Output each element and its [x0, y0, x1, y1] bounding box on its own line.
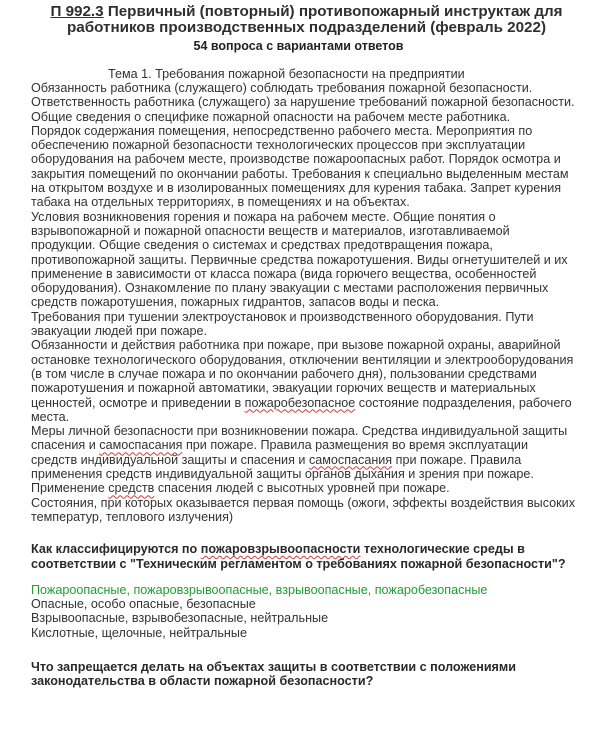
paragraph-duties: Обязанность работника (служащего) соблюдать требования пожарной безопасности. Ответственность работника (служащего) за нарушение требований пожарной безопасности. Общие сведения о специфике пожарной опасности на рабочем месте работника. — [31, 81, 575, 124]
answer-option: Взрывоопасные, взрывобезопасные, нейтральные — [31, 611, 329, 626]
title-line1: Первичный (повторный) противопожарный инструктаж для — [103, 3, 563, 20]
paragraph-personal-safety — [31, 424, 577, 495]
title-code: П 992.3 — [50, 3, 104, 20]
spellcheck-word: пожаровзрывоопасности — [200, 542, 361, 557]
paragraph-fire-conditions: Условия возникновения горения и пожара на рабочем месте. Общие понятия о взрывопожарной и пожарной опасности веществ и материалов, изготавливаемой продукции. Общие сведения о системах и средствах предотвращения пожара, противопожарной защиты. Первичные средства пожаротушения. Виды огнетушителей и их применение в зависимости от класса пожара (вида горючего вещества, особенностей оборудования). Ознакомление по плану эвакуации с местами расположения первичных средств пожаротушения, пожарных гидрантов, запасов воды и песка. — [31, 209, 568, 310]
answer-option-correct: Пожароопасные, пожаровзрывоопасные, взрывоопасные, пожаробезопасные — [31, 582, 488, 597]
worker-actions-text-1: Обязанности и действия работника при пожаре, при вызове пожарной охраны, аварийной остановке технологического оборудования, отключении вентиляции и электрооборудования (в том числе в случае пожара и по окончании рабочего дня), пользовании средствами пожаротушения и пожарной автоматики, эвакуации горючих веществ и материальных ценностей, осмотре и приведении в — [31, 338, 574, 410]
question-1 — [0, 542, 597, 571]
spellcheck-word: пожаробезопасное — [244, 395, 356, 410]
question-1-text-1: Как классифицируются по — [31, 542, 201, 557]
paragraph-first-aid: Состояния, при которых оказывается первая помощь (ожоги, эффекты воздействия высоких температур, теплового излучения) — [31, 495, 576, 524]
answer-list — [0, 583, 597, 640]
spellcheck-word: самоспасания — [99, 438, 183, 453]
personal-safety-text-1: Меры личной безопасности при возникновении пожара. Средства индивидуальной защиты спасения и — [31, 424, 568, 453]
paragraph-worker-actions — [31, 338, 577, 424]
answer-option: Кислотные, щелочные, нейтральные — [31, 625, 247, 640]
spellcheck-word: самоспасания — [308, 452, 393, 467]
personal-safety-text-4: спасения людей с высотных уровней при пожаре. — [154, 481, 450, 496]
worker-actions-text-2: состояние подразделения, рабочего места. — [31, 395, 572, 424]
question-1-text-2: технологические среды в соответствии с "Техническим регламентом о требованиях пожарной безопасности"? — [31, 542, 566, 571]
topic-heading: Тема 1. Требования пожарной безопасности на предприятии — [108, 67, 465, 81]
answer-option: Опасные, особо опасные, безопасные — [31, 597, 256, 612]
question-2: Что запрещается делать на объектах защиты в соответствии с положениями законодательства в области пожарной безопасности? — [31, 659, 516, 689]
spellcheck-word: средств — [108, 481, 155, 496]
personal-safety-text-2: при пожаре. Правила размещения во время эксплуатации средств индивидуальной защиты и спасения и — [31, 438, 528, 467]
topic-body — [0, 81, 597, 524]
paragraph-extinguishing-requirements: Требования при тушении электроустановок и производственного оборудования. Пути эвакуации людей при пожаре. — [31, 309, 534, 339]
paragraph-workplace-order: Порядок содержания помещения, непосредственно рабочего места. Мероприятия по обеспечению пожарной безопасности технологических процессов при эксплуатации оборудования на рабочем месте, производстве пожароопасных работ. Порядок осмотра и закрытия помещений по окончании работы. Требования к специально выделенным местам на открытом воздухе и в изолированных помещениях для курения табака. Запрет курения табака на отдельных территориях, в помещениях и на объектах. — [31, 123, 569, 210]
title-line2: работников производственных подразделений (февраль 2022) — [67, 19, 546, 36]
document-subtitle: 54 вопроса с вариантами ответов — [193, 39, 404, 53]
personal-safety-text-3: при пожаре. Правила применения средств индивидуальной защиты органов дыхания и зрения при пожаре. Применение — [31, 452, 534, 496]
document-title — [0, 0, 597, 36]
